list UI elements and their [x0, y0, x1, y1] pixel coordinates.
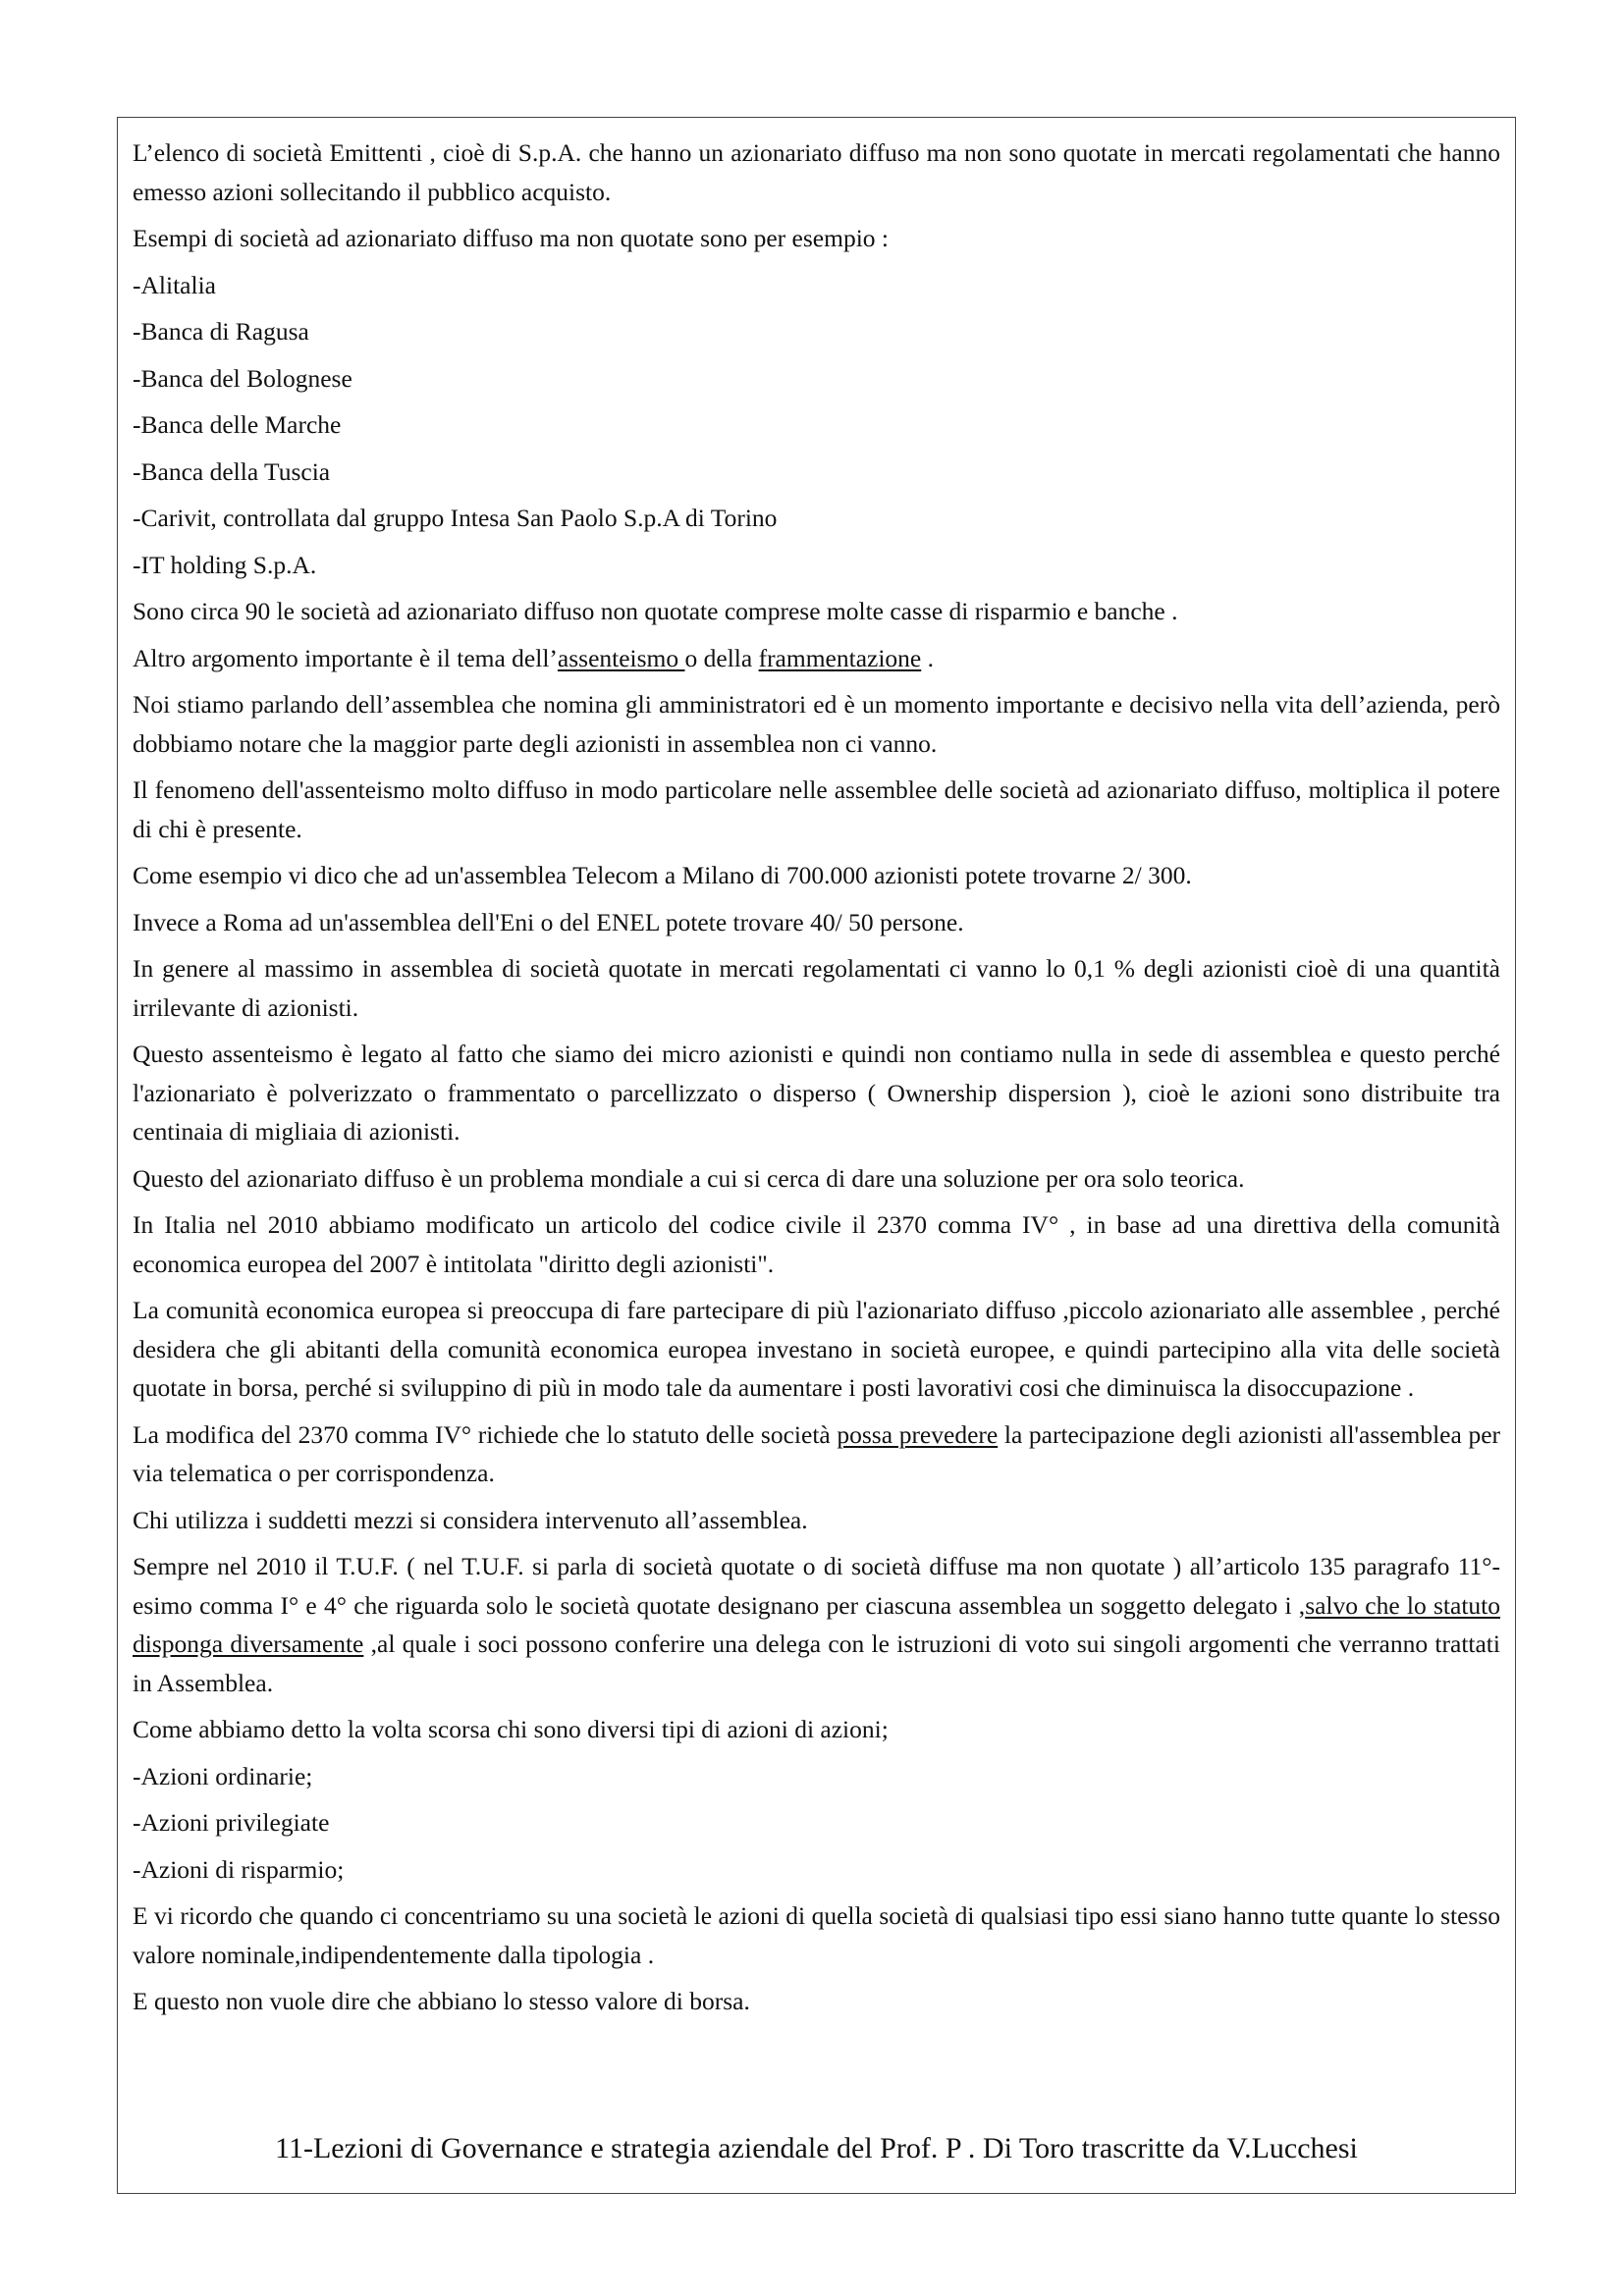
list-item: -Carivit, controllata dal gruppo Intesa San Paolo S.p.A di Torino	[133, 504, 778, 532]
list-item: -Banca di Ragusa	[133, 317, 309, 346]
paragraph: In genere al massimo in assemblea di società quotate in mercati regolamentati ci vanno lo 0,1 % degli azionisti cioè di una quantità irrilevante di azionisti.	[133, 954, 1500, 1022]
list-item: -Azioni privilegiate	[133, 1808, 330, 1837]
list-item: -Banca delle Marche	[133, 410, 342, 439]
paragraph	[133, 1547, 1500, 1702]
paragraph	[133, 1415, 1500, 1493]
list-item: -Azioni di risparmio;	[133, 1854, 345, 1884]
paragraph: E vi ricordo che quando ci concentriamo su una società le azioni di quella società di qualsiasi tipo essi siano hanno tutte quante lo stesso valore nominale,indipendentemente dalla tipologia .	[133, 1901, 1500, 1969]
paragraph: Come abbiamo detto la volta scorsa chi sono diversi tipi di azioni di azioni;	[133, 1715, 889, 1743]
paragraph: Invece a Roma ad un'assemblea dell'Eni o del ENEL potete trovare 40/ 50 persone.	[133, 907, 964, 936]
page-footer: 11-Lezioni di Governance e strategia aziendale del Prof. P . Di Toro trascritte da V.Lucchesi	[275, 2132, 1358, 2164]
list-item: -Azioni ordinarie;	[133, 1761, 313, 1790]
list-item: -IT holding S.p.A.	[133, 550, 317, 579]
paragraph: Chi utilizza i suddetti mezzi si considera intervenuto all’assemblea.	[133, 1505, 808, 1534]
list-item: -Banca della Tuscia	[133, 456, 331, 486]
paragraph: Sono circa 90 le società ad azionariato diffuso non quotate comprese molte casse di risparmio e banche .	[133, 597, 1178, 625]
text-span: Altro argomento importante è il tema dell’	[133, 643, 558, 672]
underlined-text: possa prevedere	[837, 1419, 999, 1449]
document-body	[133, 133, 1500, 2029]
paragraph: Come esempio vi dico che ad un'assemblea Telecom a Milano di 700.000 azionisti potete trovarne 2/ 300.	[133, 861, 1192, 889]
text-span: La modifica del 2370 comma IV° richiede che lo statuto delle società	[133, 1419, 838, 1449]
paragraph: Questo assenteismo è legato al fatto che siamo dei micro azionisti e quindi non contiamo nulla in sede di assemblea e questo perché l'azionariato è polverizzato o frammentato o parcellizzato o disperso ( Ownership dispersion ), cioè le azioni sono distribuite tra centinaia di migliaia di azionisti.	[133, 1040, 1500, 1146]
underlined-text: frammentazione	[758, 643, 922, 672]
list-item: -Banca del Bolognese	[133, 363, 352, 393]
paragraph: L’elenco di società Emittenti , cioè di S.p.A. che hanno un azionariato diffuso ma non sono quotate in mercati regolamentati che hanno emesso azioni sollecitando il pubblico acquisto.	[133, 138, 1500, 206]
underlined-text: assenteismo	[557, 643, 685, 672]
text-span: .	[921, 643, 934, 672]
list-item: -Alitalia	[133, 270, 216, 299]
text-span: ,al quale i soci possono conferire una delega con le istruzioni di voto sui singoli argomenti che verranno trattati in Assemblea.	[133, 1629, 1500, 1697]
paragraph: E questo non vuole dire che abbiano lo stesso valore di borsa.	[133, 1987, 750, 2015]
text-span: Sempre nel 2010 il T.U.F. ( nel T.U.F. si parla di società quotate o di società diffuse ma non quotate ) all’articolo 135 paragrafo 11°-esimo comma I° e 4° che riguarda solo le società quotate designano per ciascuna assemblea un soggetto delegato i ,	[133, 1552, 1500, 1620]
paragraph: Questo del azionariato diffuso è un problema mondiale a cui si cerca di dare una soluzione per ora solo teorica.	[133, 1163, 1245, 1193]
underlined-text: salvo che lo statuto disponga diversamente	[133, 1590, 1501, 1658]
paragraph: Noi stiamo parlando dell’assemblea che nomina gli amministratori ed è un momento importante e decisivo nella vita dell’azienda, però dobbiamo notare che la maggior parte degli azionisti in assemblea non ci vanno.	[133, 690, 1500, 758]
paragraph	[133, 639, 1500, 678]
text-span: la partecipazione degli azionisti all'assemblea per via telematica o per corrispondenza.	[133, 1419, 1501, 1487]
text-span: o della	[684, 643, 759, 672]
paragraph: La comunità economica europea si preoccupa di fare partecipare di più l'azionariato diffuso ,piccolo azionariato alle assemblee , perché desidera che gli abitanti della comunità economica europea investano in società europee, e quindi partecipino alla vita delle società quotate in borsa, perché si sviluppino di più in modo tale da aumentare i posti lavorativi cosi che diminuisca la disoccupazione .	[133, 1296, 1500, 1402]
paragraph: Esempi di società ad azionariato diffuso ma non quotate sono per esempio :	[133, 224, 889, 252]
paragraph: Il fenomeno dell'assenteismo molto diffuso in modo particolare nelle assemblee delle società ad azionariato diffuso, moltiplica il potere di chi è presente.	[133, 775, 1500, 843]
paragraph: In Italia nel 2010 abbiamo modificato un articolo del codice civile il 2370 comma IV° , in base ad una direttiva della comunità economica europea del 2007 è intitolata "diritto degli azionisti".	[133, 1210, 1500, 1278]
